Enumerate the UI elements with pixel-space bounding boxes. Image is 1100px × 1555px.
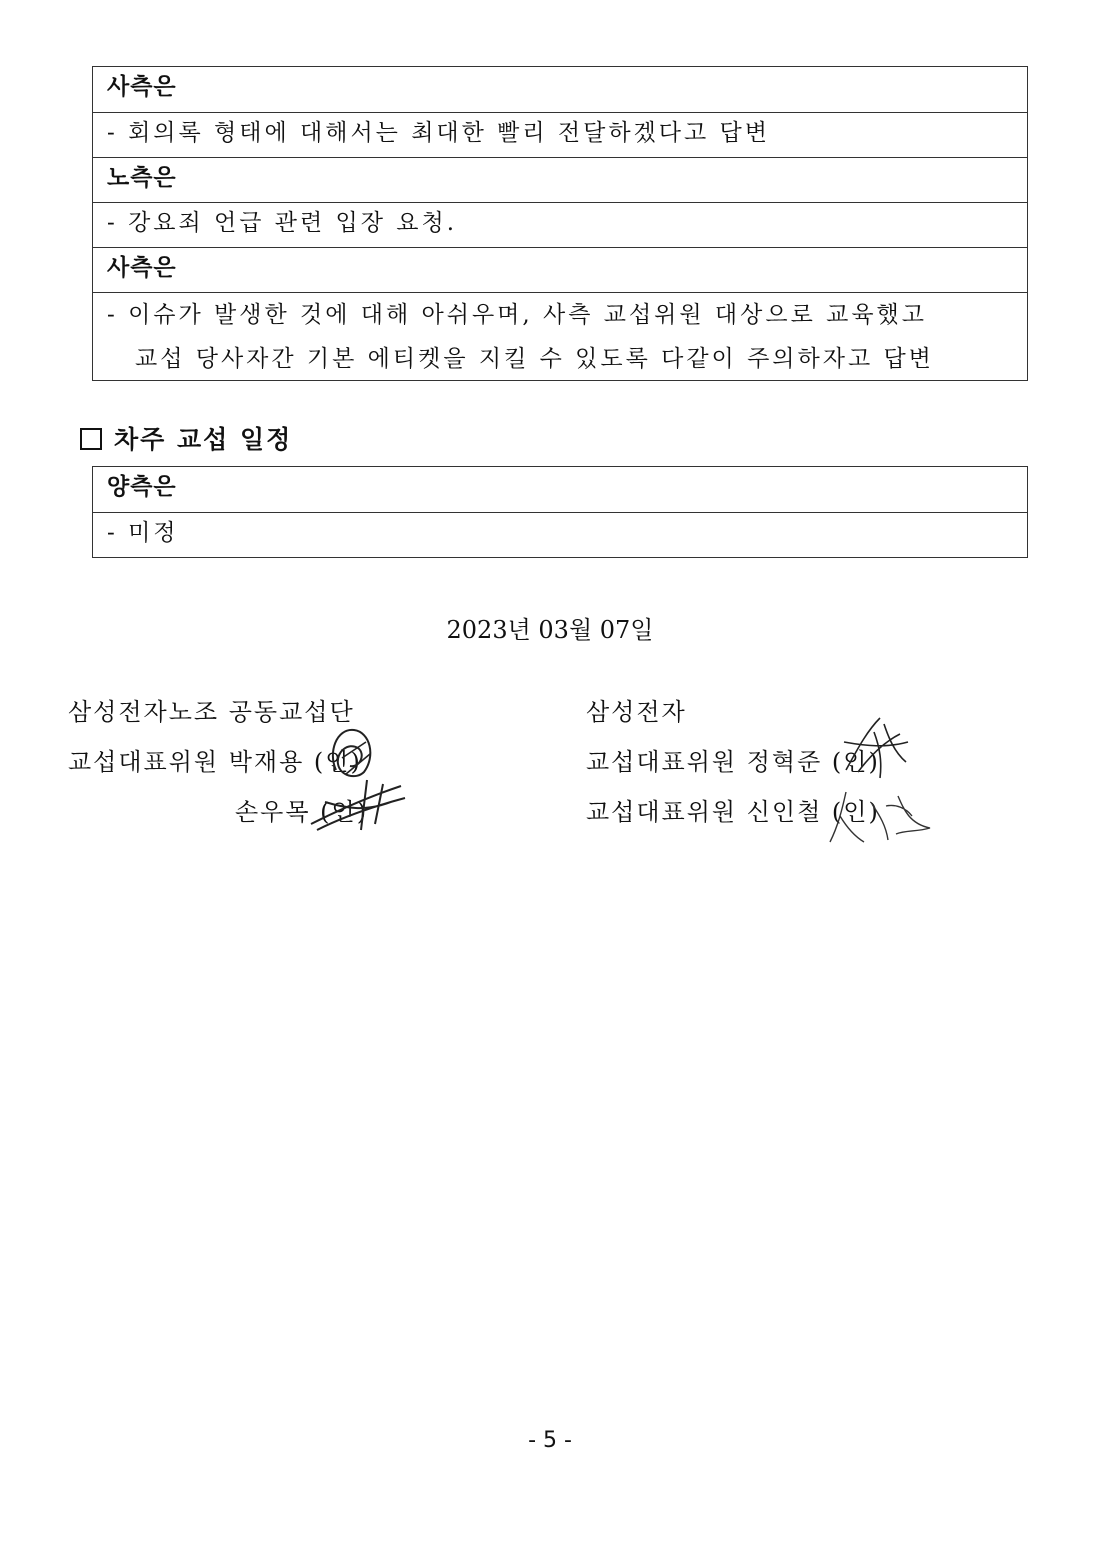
union-rep-1: 교섭대표위원 박재용 (인) [68, 748, 362, 776]
handwritten-signature-icon [836, 712, 916, 784]
company-org-name: 삼성전자 [586, 698, 687, 726]
table-row-heading: 사측은 [93, 247, 1027, 292]
handwritten-signature-icon [305, 772, 410, 837]
content-line: - 이슈가 발생한 것에 대해 아쉬우며, 사측 교섭위원 대상으로 교육했고 [107, 302, 927, 328]
section-title-text: 차주 교섭 일정 [114, 425, 293, 454]
table-row-heading: 사측은 [107, 74, 177, 100]
table-row-content [93, 292, 1027, 380]
table-row-heading: 양측은 [107, 474, 177, 500]
table-row-content: - 회의록 형태에 대해서는 최대한 빨리 전달하겠다고 답변 [93, 112, 1027, 157]
schedule-table [92, 466, 1028, 558]
table-row-content: - 강요죄 언급 관련 입장 요청. [93, 202, 1027, 247]
table-row-heading: 노측은 [93, 157, 1027, 202]
handwritten-signature-icon [826, 786, 938, 848]
document-date: 2023년 03월 07일 [446, 616, 654, 644]
table-row-content: - 미정 [93, 512, 1027, 557]
union-rep-2: 손우목 (인) [235, 798, 369, 826]
union-org-name: 삼성전자노조 공동교섭단 [68, 698, 355, 726]
page-number: - 5 - [528, 1428, 572, 1453]
section-title [80, 420, 292, 456]
content-line: 교섭 당사자간 기본 에티켓을 지킬 수 있도록 다같이 주의하자고 답변 [135, 346, 934, 372]
square-bullet-icon [80, 428, 102, 450]
discussion-table [92, 66, 1028, 381]
company-rep-2: 교섭대표위원 신인철 (인) [586, 798, 880, 826]
company-rep-1: 교섭대표위원 정혁준 (인) [586, 748, 880, 776]
